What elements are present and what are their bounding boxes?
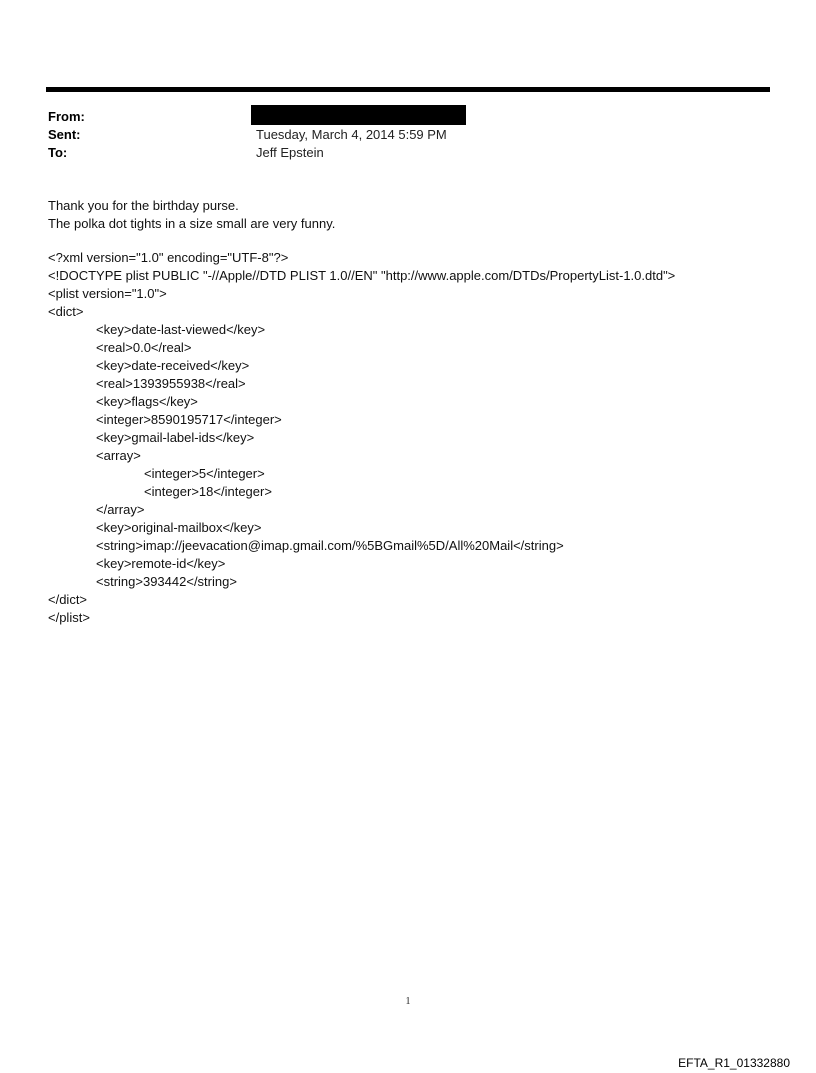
plist-line: <key>flags</key>	[96, 394, 198, 409]
plist-line: <key>date-last-viewed</key>	[96, 322, 266, 337]
plist-line: <!DOCTYPE plist PUBLIC "-//Apple//DTD PLIST 1.0//EN" "http://www.apple.com/DTDs/PropertyList-1.0.dtd">	[48, 268, 676, 283]
plist-line: <integer>5</integer>	[144, 466, 265, 481]
to-value: Jeff Epstein	[256, 145, 324, 160]
from-label: From:	[48, 109, 85, 124]
plist-line: <dict>	[48, 304, 84, 319]
plist-line: <plist version="1.0">	[48, 286, 167, 301]
plist-line: <array>	[96, 448, 141, 463]
plist-line: <integer>18</integer>	[144, 484, 272, 499]
plist-line: </plist>	[48, 610, 90, 625]
to-label: To:	[48, 145, 68, 160]
page-number: 1	[405, 996, 411, 1007]
redaction-bar	[251, 105, 466, 125]
plist-line: </array>	[96, 502, 145, 517]
plist-line: <key>gmail-label-ids</key>	[96, 430, 255, 445]
message-line: Thank you for the birthday purse.	[48, 198, 239, 213]
paragraph-gap	[48, 233, 768, 249]
plist-line: </dict>	[48, 592, 88, 607]
message-line: The polka dot tights in a size small are very funny.	[48, 216, 336, 231]
plist-line: <string>imap://jeevacation@imap.gmail.com/%5BGmail%5D/All%20Mail</string>	[96, 538, 564, 553]
sent-label: Sent:	[48, 127, 81, 142]
from-row	[48, 108, 748, 126]
sent-row	[48, 126, 748, 144]
plist-line: <?xml version="1.0" encoding="UTF-8"?>	[48, 250, 289, 265]
email-header	[48, 108, 748, 162]
plist-line: <key>date-received</key>	[96, 358, 250, 373]
plist-line: <key>remote-id</key>	[96, 556, 226, 571]
bates-number: EFTA_R1_01332880	[678, 1056, 790, 1070]
plist-line: <string>393442</string>	[96, 574, 237, 589]
plist-line: <key>original-mailbox</key>	[96, 520, 262, 535]
sent-value: Tuesday, March 4, 2014 5:59 PM	[256, 127, 447, 142]
header-rule	[46, 87, 770, 92]
plist-line: <real>0.0</real>	[96, 340, 192, 355]
email-body	[48, 197, 768, 627]
plist-line: <integer>8590195717</integer>	[96, 412, 282, 427]
plist-line: <real>1393955938</real>	[96, 376, 246, 391]
to-row	[48, 144, 748, 162]
